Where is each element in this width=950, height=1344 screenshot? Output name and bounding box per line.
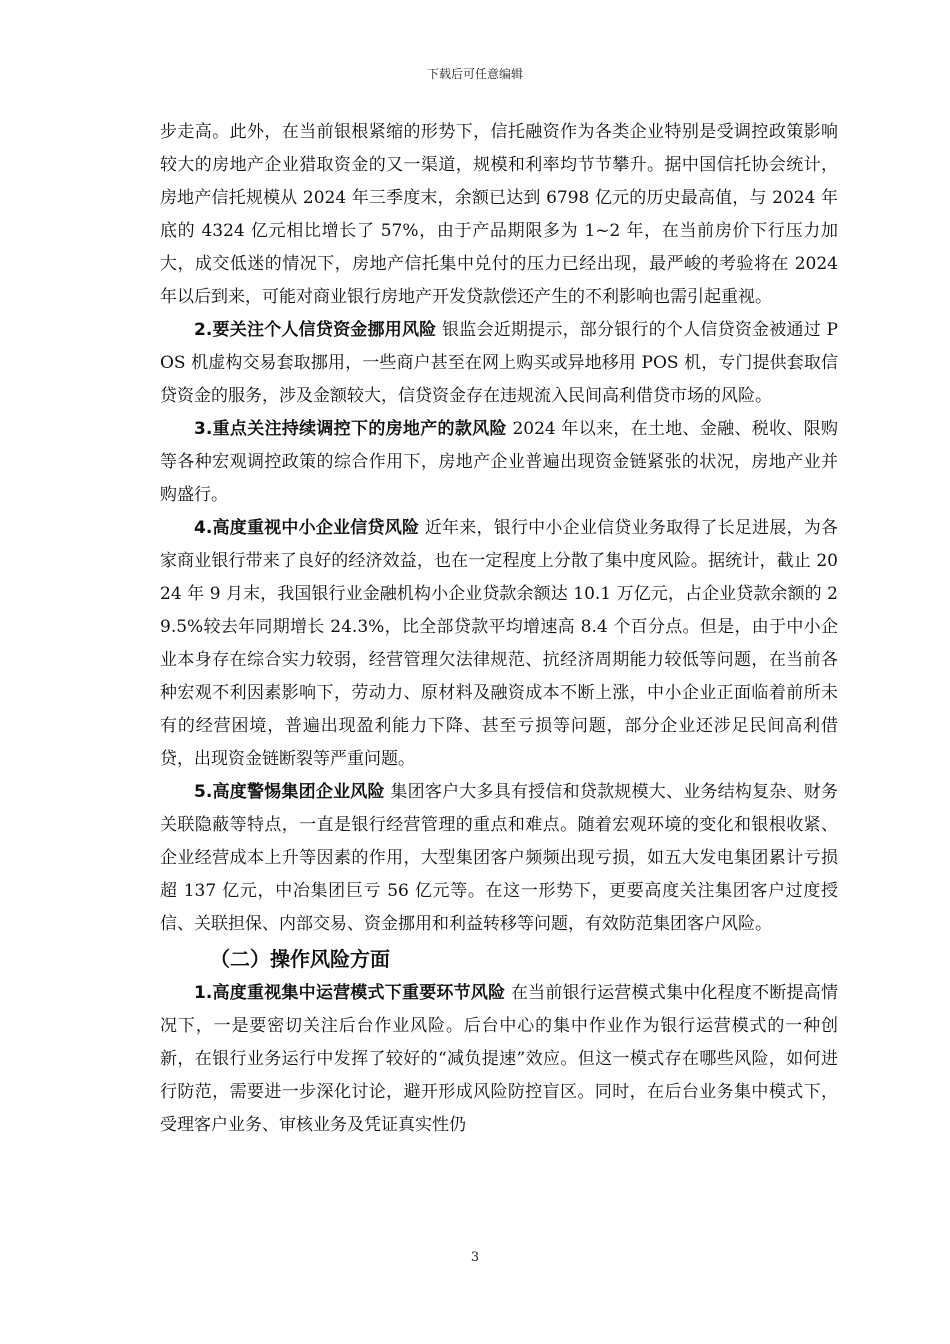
paragraph-lead: 3.重点关注持续调控下的房地产的款风险 (194, 419, 507, 439)
paragraph-text: 步走高。此外，在当前银根紧缩的形势下，信托融资作为各类企业特别是受调控政策影响较大的房地产企业猎取资金的又一渠道，规模和利率均节节攀升。据中国信托协会统计，房地产信托规模从 2024 年三季度末，余额已达到 6798 亿元的历史最高值，与 2024 年底的 4324 亿元相比增长了 57%，由于产品期限多为 1~2 年，在当前房价下行压力加大，成交低迷的情况下，房地产信托集中兑付的压力已经出现，最严峻的考验将在 2024 年以后到来，可能对商业银行房地产开发贷款偿还产生的不利影响也需引起重视。 (160, 122, 838, 307)
paragraph-text: 2024 年以来，在土地、金融、税收、限购等各种宏观调控政策的综合作用下，房地产企业普遍出现资金链紧张的状况，房地产业并购盛行。 (160, 419, 838, 505)
paragraph-personal-credit-risk (160, 314, 838, 413)
paragraph-text: 银监会近期提示，部分银行的个人信贷资金被通过 POS 机虚构交易套取挪用，一些商户甚至在网上购买或异地移用 POS 机，专门提供套取信贷资金的服务，涉及金额较大，信贷资金存在违规流入民间高利借贷市场的风险。 (160, 320, 838, 406)
paragraph-text: 近年来，银行中小企业信贷业务取得了长足进展，为各家商业银行带来了良好的经济效益，也在一定程度上分散了集中度风险。据统计，截止 2024 年 9 月末，我国银行业金融机构小企业贷款余额达 10.1 万亿元，占企业贷款余额的 29.5%较去年同期增长 24.3%，比全部贷款平均增速高 8.4 个百分点。但是，由于中小企业本身存在综合实力较弱，经营管理欠法律规范、抗经济周期能力较低等问题，在当前各种宏观不利因素影响下，劳动力、原材料及融资成本不断上涨，中小企业正面临着前所未有的经营困境，普遍出现盈利能力下降、甚至亏损等问题，部分企业还涉足民间高利借贷，出现资金链断裂等严重问题。 (160, 518, 838, 769)
paragraph-lead: 2.要关注个人信贷资金挪用风险 (194, 320, 437, 340)
paragraph-lead: 4.高度重视中小企业信贷风险 (194, 518, 420, 538)
paragraph-sme-credit-risk (160, 512, 838, 776)
paragraph-centralized-operations-risk (160, 977, 838, 1142)
paragraph-text: 集团客户大多具有授信和贷款规模大、业务结构复杂、财务关联隐蔽等特点，一直是银行经营管理的重点和难点。随着宏观环境的变化和银根收紧、企业经营成本上升等因素的作用，大型集团客户频频出现亏损，如五大发电集团累计亏损超 137 亿元，中冶集团巨亏 56 亿元等。在这一形势下，更要高度关注集团客户过度授信、关联担保、内部交易、资金挪用和利益转移等问题，有效防范集团客户风险。 (160, 782, 838, 934)
paragraph-real-estate-risk (160, 413, 838, 512)
section-heading-operational-risk: （二）操作风险方面 (210, 947, 390, 971)
paragraph-group-enterprise-risk (160, 776, 838, 941)
page-number: 3 (470, 1250, 480, 1265)
paragraph-continuation (160, 116, 838, 314)
page-header: 下载后可任意编辑 (426, 67, 523, 81)
document-body (160, 116, 838, 1142)
paragraph-lead: 1.高度重视集中运营模式下重要环节风险 (194, 983, 506, 1003)
paragraph-lead: 5.高度警惕集团企业风险 (194, 782, 385, 802)
paragraph-text: 在当前银行运营模式集中化程度不断提高情况下，一是要密切关注后台作业风险。后台中心的集中作业作为银行运营模式的一种创新，在银行业务运行中发挥了较好的“减负提速”效应。但这一模式存在哪些风险，如何进行防范，需要进一步深化讨论，避开形成风险防控盲区。同时，在后台业务集中模式下，受理客户业务、审核业务及凭证真实性仍 (160, 983, 838, 1135)
